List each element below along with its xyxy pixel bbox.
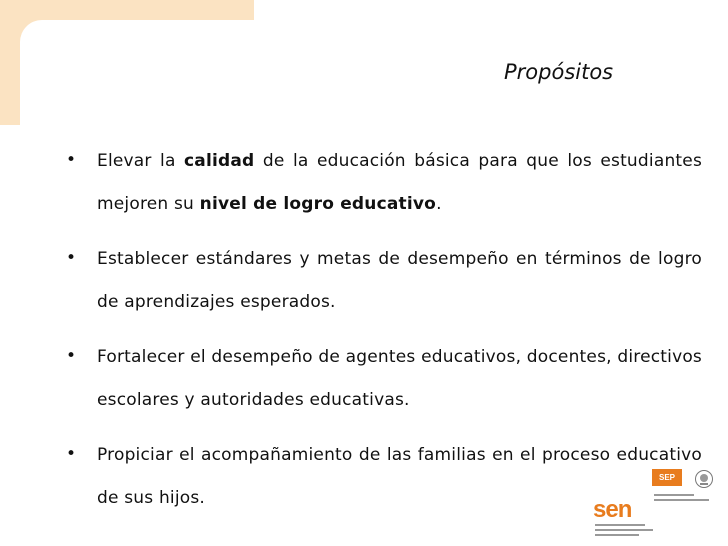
text-fragment: de la educación básica para que los estudiantes mejoren su: [97, 151, 702, 214]
sep-badge: SEP: [652, 469, 682, 486]
sen-wordmark: [593, 498, 651, 520]
sen-subtitle-lines: [595, 522, 657, 538]
list-item: [66, 140, 702, 226]
national-seal-icon: [694, 469, 714, 489]
slide-title: Propósitos: [504, 60, 614, 84]
bold-text: calidad: [184, 151, 255, 171]
purpose-list: [66, 140, 702, 532]
sen-logo: [593, 498, 663, 542]
list-item-text: Propiciar el acompañamiento de las familias en el proceso educativo de sus hijos.: [97, 445, 702, 508]
text-fragment: Elevar la: [97, 151, 185, 171]
list-item: [66, 336, 702, 422]
list-item-text: [97, 140, 702, 226]
bullet-icon: •: [66, 444, 77, 464]
bullet-icon: •: [66, 248, 77, 268]
svg-text:sen: sen: [593, 498, 632, 520]
list-item-text: Fortalecer el desempeño de agentes educativos, docentes, directivos escolares y autoridades educativas.: [97, 347, 702, 410]
decorative-corner-cutout: [20, 20, 260, 130]
sep-subtitle-lines: [654, 493, 718, 505]
list-item-text: Establecer estándares y metas de desempeño en términos de logro de aprendizajes esperados.: [97, 249, 702, 312]
bold-text: nivel de logro educativo: [199, 194, 437, 214]
text-fragment: .: [436, 194, 442, 214]
bullet-icon: •: [66, 346, 77, 366]
bullet-icon: •: [66, 150, 77, 170]
list-item: [66, 238, 702, 324]
